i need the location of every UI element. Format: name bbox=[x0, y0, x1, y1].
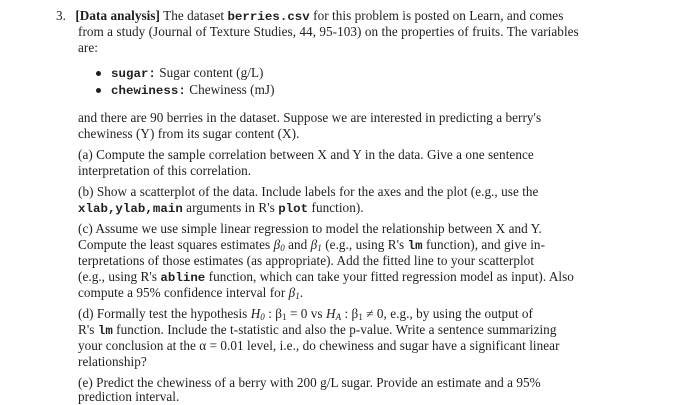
part-c-line-3: terpretations of those estimates (as appropriate). Add the fitted line to your scatterplot bbox=[78, 253, 535, 268]
ha-symbol bbox=[326, 306, 341, 321]
beta-glyph: β bbox=[288, 285, 296, 300]
text-span: function), and give in- bbox=[425, 237, 546, 252]
subscript: 0 bbox=[280, 243, 285, 253]
subscript: 1 bbox=[282, 312, 287, 322]
subscript: 1 bbox=[317, 243, 322, 253]
code-lm: lm bbox=[97, 324, 113, 338]
part-a-line-2: interpretation of this correlation. bbox=[78, 163, 252, 178]
text-span: = 0 vs bbox=[289, 306, 323, 321]
subscript: 1 bbox=[358, 312, 363, 322]
variable-code: sugar: bbox=[111, 67, 156, 81]
code-xlab-ylab-main: xlab,ylab,main bbox=[78, 202, 183, 216]
code-plot: plot bbox=[278, 202, 309, 216]
problem-number: 3. bbox=[56, 8, 66, 23]
text-span: (e.g., using R's bbox=[78, 269, 158, 284]
part-d-line-1 bbox=[78, 306, 533, 322]
part-b-line-2 bbox=[78, 200, 364, 217]
part-d-line-2 bbox=[78, 322, 556, 339]
part-d-line-3: your conclusion at the α = 0.01 level, i.e., do chewiness and sugar have a significant linear bbox=[78, 338, 560, 353]
intro-line-3: are: bbox=[78, 40, 98, 55]
subscript: 0 bbox=[260, 312, 265, 322]
h0-equation bbox=[268, 306, 322, 321]
variable-item-sugar bbox=[111, 65, 264, 82]
part-c-line-2 bbox=[78, 237, 545, 254]
part-d-line-4: relationship? bbox=[78, 354, 147, 369]
code-lm: lm bbox=[407, 239, 423, 253]
text-span: function, which can take your fitted regression model as input). Also bbox=[208, 269, 574, 284]
variable-desc: Sugar content (g/L) bbox=[159, 65, 264, 80]
part-c-line-1: (c) Assume we use simple linear regression to model the relationship between X and Y. bbox=[78, 221, 542, 236]
text-span: (e.g., using R's bbox=[325, 237, 405, 252]
text-span: : β bbox=[268, 306, 283, 321]
h-glyph: H bbox=[325, 306, 336, 321]
text-span: function. Include the t-statistic and also the p-value. Write a sentence summarizing bbox=[116, 322, 557, 337]
text-span: (d) Formally test the hypothesis bbox=[78, 306, 248, 321]
part-e-line-1: (e) Predict the chewiness of a berry with 200 g/L sugar. Provide an estimate and a 95% bbox=[78, 375, 541, 390]
intro-text-1b: for this problem is posted on Learn, and comes bbox=[313, 8, 564, 23]
bullet-icon bbox=[96, 88, 101, 93]
bullet-icon bbox=[96, 71, 101, 76]
dataset-filename: berries.csv bbox=[227, 10, 310, 24]
beta-glyph: β bbox=[310, 237, 318, 252]
subscript: 1 bbox=[295, 291, 300, 301]
variable-item-chewiness bbox=[111, 82, 275, 99]
variable-code: chewiness: bbox=[111, 84, 186, 98]
part-b-line-1: (b) Show a scatterplot of the data. Include labels for the axes and the plot (e.g., use the bbox=[78, 184, 539, 199]
h0-symbol bbox=[251, 306, 265, 321]
text-span: : β bbox=[344, 306, 359, 321]
part-c-line-5 bbox=[78, 285, 303, 301]
part-e-line-2: prediction interval. bbox=[78, 389, 180, 404]
beta-1-symbol bbox=[311, 237, 322, 252]
text-span: compute a 95% confidence interval for bbox=[78, 285, 286, 300]
intro-text-1a: The dataset bbox=[163, 8, 225, 23]
part-c-line-4 bbox=[78, 269, 574, 286]
part-a-line-1: (a) Compute the sample correlation between X and Y in the data. Give a one sentence bbox=[78, 147, 534, 162]
text-span: and bbox=[288, 237, 308, 252]
ha-equation bbox=[344, 306, 533, 321]
intro-line-2: from a study (Journal of Texture Studies, 44, 95-103) on the properties of fruits. The variables bbox=[78, 24, 579, 39]
subscript: A bbox=[335, 312, 342, 322]
problem-header-line bbox=[56, 8, 563, 25]
text-span: ≠ 0, e.g., by using the output of bbox=[366, 306, 533, 321]
text-span: Compute the least squares estimates bbox=[78, 237, 271, 252]
beta-glyph: β bbox=[273, 237, 281, 252]
text-span: R's bbox=[78, 322, 95, 337]
variable-desc: Chewiness (mJ) bbox=[189, 82, 275, 97]
beta-1-symbol bbox=[289, 285, 300, 300]
text-span: . bbox=[299, 285, 304, 300]
body-line: chewiness (Y) from its sugar content (X). bbox=[78, 126, 300, 141]
text-span: function). bbox=[311, 200, 364, 215]
h-glyph: H bbox=[250, 306, 261, 321]
code-abline: abline bbox=[160, 271, 206, 285]
beta-0-symbol bbox=[274, 237, 285, 252]
body-line: and there are 90 berries in the dataset. Suppose we are interested in predicting a berry's bbox=[78, 110, 542, 125]
problem-title: [Data analysis] bbox=[75, 8, 160, 23]
text-span: arguments in R's bbox=[186, 200, 275, 215]
